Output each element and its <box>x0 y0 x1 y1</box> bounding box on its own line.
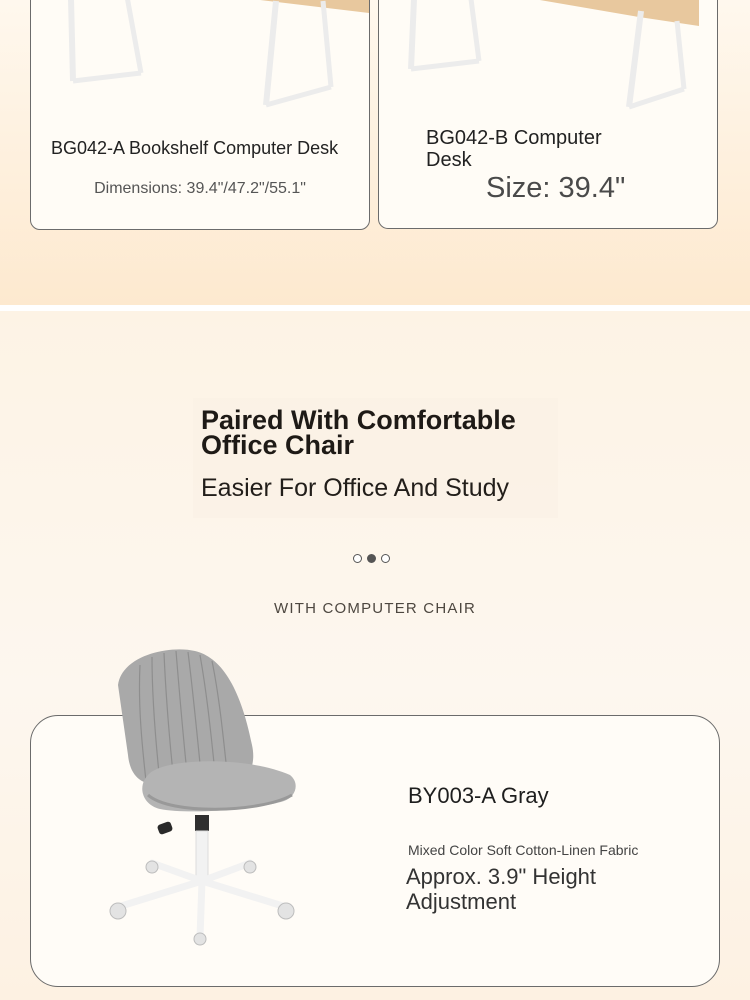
office-chair-image <box>100 645 310 950</box>
carousel-dot-2[interactable] <box>367 554 376 563</box>
carousel-indicator <box>353 554 390 563</box>
section-label: WITH COMPUTER CHAIR <box>274 600 476 617</box>
feature-headline: Paired With Comfortable Office Chair <box>201 405 516 460</box>
feature-subhead: Easier For Office And Study <box>201 474 510 502</box>
desk-a-title: BG042-A Bookshelf Computer Desk <box>51 138 339 158</box>
chair-material: Mixed Color Soft Cotton-Linen Fabric <box>408 842 639 858</box>
desk-b-image <box>379 0 717 111</box>
desk-a-dimensions: Dimensions: 39.4"/47.2"/55.1" <box>94 180 306 197</box>
carousel-dot-1[interactable] <box>353 554 362 563</box>
desk-b-title: BG042-B Computer Desk <box>426 127 602 171</box>
carousel-dot-3[interactable] <box>381 554 390 563</box>
chair-height-adjustment: Approx. 3.9" Height Adjustment <box>406 864 597 914</box>
chair-product-name: BY003-A Gray <box>408 783 549 808</box>
desk-card-a[interactable] <box>30 0 370 230</box>
desk-b-size: Size: 39.4" <box>486 172 626 204</box>
desk-card-b[interactable] <box>378 0 718 229</box>
desk-section <box>0 0 750 305</box>
desk-a-image <box>31 0 369 111</box>
